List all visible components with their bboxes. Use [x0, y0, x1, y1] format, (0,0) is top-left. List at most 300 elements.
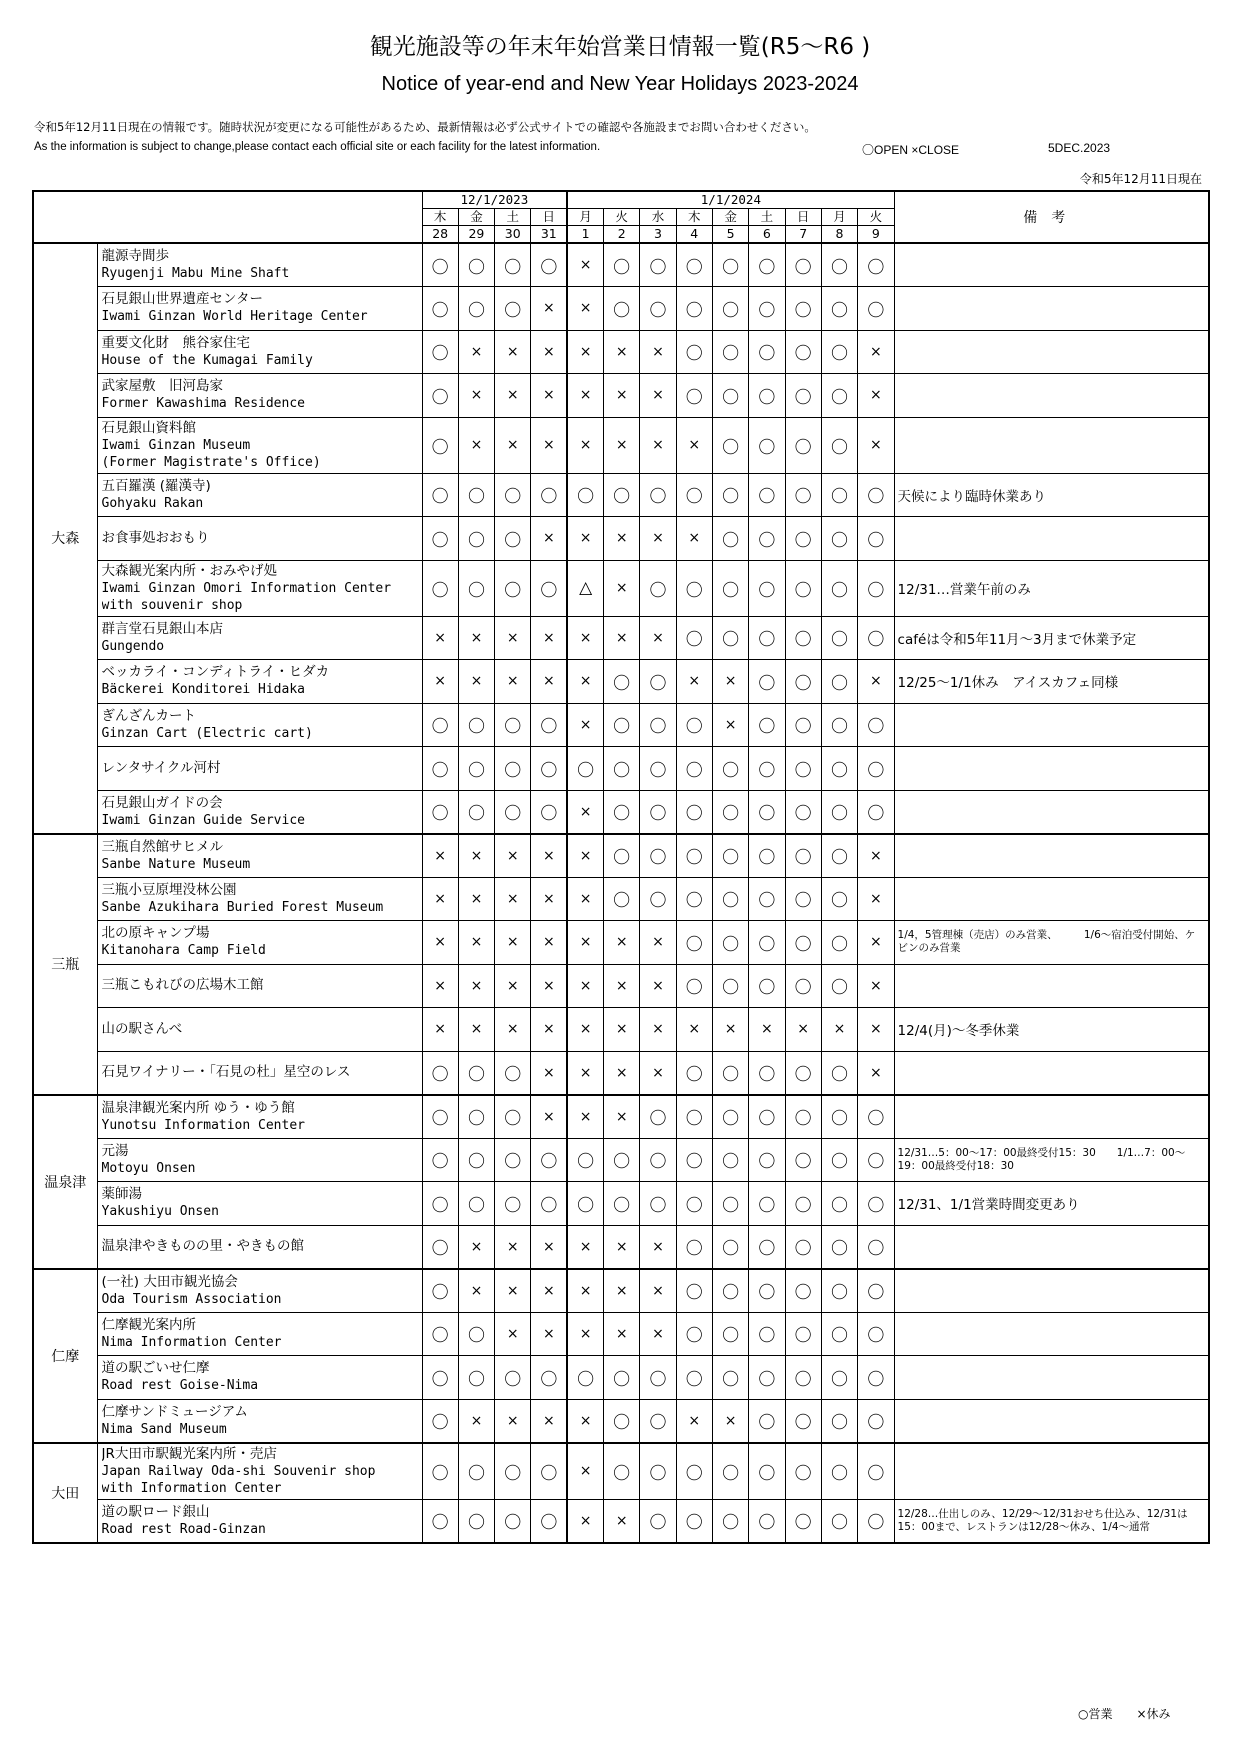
area-cell: 温泉津: [33, 1095, 97, 1269]
status-cell: ×: [604, 1269, 640, 1313]
facility-cell: [97, 1443, 422, 1500]
status-cell: 〇: [676, 964, 712, 1008]
table-row: [33, 1499, 1209, 1543]
facility-name-en: Gohyaku Rakan: [101, 495, 204, 511]
status-cell: 〇: [749, 877, 785, 921]
status-cell: ×: [495, 660, 531, 704]
status-cell: 〇: [458, 747, 494, 791]
status-cell: 〇: [676, 1443, 712, 1500]
status-cell: 〇: [749, 560, 785, 616]
facility-name-en: Ginzan Cart (Electric cart): [101, 725, 313, 741]
status-cell: 〇: [567, 1138, 603, 1182]
status-cell: ×: [531, 1312, 567, 1356]
table-row: [33, 964, 1209, 1008]
status-cell: 〇: [749, 1269, 785, 1313]
status-cell: 〇: [749, 747, 785, 791]
status-cell: 〇: [785, 1356, 821, 1400]
day-cell: 8: [821, 226, 857, 244]
status-cell: 〇: [821, 1269, 857, 1313]
remark-cell: [894, 790, 1209, 834]
status-cell: 〇: [858, 517, 894, 561]
weekday-cell: 水: [640, 209, 676, 226]
facility-cell: [97, 747, 422, 791]
status-cell: 〇: [821, 1138, 857, 1182]
status-cell: 〇: [640, 1399, 676, 1443]
day-cell: 4: [676, 226, 712, 244]
status-cell: ×: [458, 1269, 494, 1313]
status-cell: 〇: [640, 790, 676, 834]
table-row: [33, 1399, 1209, 1443]
status-cell: 〇: [785, 560, 821, 616]
status-cell: ×: [567, 1225, 603, 1269]
facility-name-jp: 道の駅ロード銀山: [101, 1503, 210, 1520]
status-cell: 〇: [749, 1138, 785, 1182]
facility-cell: [97, 834, 422, 878]
facility-name-jp: 重要文化財 熊谷家住宅: [101, 334, 250, 351]
status-cell: 〇: [785, 703, 821, 747]
facility-name-en: Iwami Ginzan Guide Service: [101, 812, 305, 828]
status-cell: ×: [567, 287, 603, 331]
status-cell: ×: [676, 1008, 712, 1052]
status-cell: 〇: [422, 473, 458, 517]
table-row: [33, 243, 1209, 287]
status-cell: 〇: [712, 243, 748, 287]
table-row: [33, 287, 1209, 331]
status-cell: 〇: [604, 1182, 640, 1226]
status-cell: 〇: [785, 1499, 821, 1543]
status-cell: 〇: [567, 1182, 603, 1226]
facility-name-jp: 薬師湯: [101, 1186, 142, 1203]
facility-cell: [97, 330, 422, 374]
status-cell: 〇: [604, 660, 640, 704]
status-cell: 〇: [712, 790, 748, 834]
facility-name-en: Sanbe Nature Museum: [101, 856, 251, 872]
status-cell: 〇: [785, 1312, 821, 1356]
facility-cell: [97, 287, 422, 331]
status-cell: ×: [858, 1008, 894, 1052]
facility-cell: [97, 374, 422, 418]
table-row: [33, 473, 1209, 517]
status-cell: 〇: [495, 747, 531, 791]
table-row: [33, 790, 1209, 834]
table-row: [33, 834, 1209, 878]
weekday-cell: 月: [567, 209, 603, 226]
status-cell: 〇: [422, 1269, 458, 1313]
status-cell: ×: [531, 417, 567, 473]
status-cell: 〇: [495, 1182, 531, 1226]
month-header-jan: 1/1/2024: [567, 191, 894, 209]
status-cell: ×: [531, 1269, 567, 1313]
status-cell: 〇: [531, 1182, 567, 1226]
status-cell: 〇: [785, 921, 821, 965]
status-cell: ×: [531, 616, 567, 660]
status-cell: 〇: [604, 834, 640, 878]
status-cell: ×: [531, 1225, 567, 1269]
facility-name-jp: 北の原キャンプ場: [101, 925, 210, 942]
weekday-cell: 金: [458, 209, 494, 226]
issue-date: 5DEC.2023: [1048, 141, 1111, 155]
status-cell: 〇: [640, 834, 676, 878]
status-cell: 〇: [531, 703, 567, 747]
status-cell: ×: [567, 1051, 603, 1095]
table-row: [33, 1051, 1209, 1095]
status-cell: 〇: [821, 287, 857, 331]
status-cell: 〇: [495, 560, 531, 616]
remark-cell: [894, 1356, 1209, 1400]
facility-cell: [97, 1182, 422, 1226]
facility-name-en: Gungendo: [101, 638, 165, 654]
remark-cell: 12/31、1/1営業時間変更あり: [894, 1182, 1209, 1226]
status-cell: 〇: [821, 1399, 857, 1443]
status-cell: 〇: [712, 517, 748, 561]
status-cell: ×: [567, 877, 603, 921]
status-cell: 〇: [676, 1051, 712, 1095]
status-cell: 〇: [821, 834, 857, 878]
facility-name-jp: ぎんざんカート: [101, 707, 196, 724]
status-cell: 〇: [749, 473, 785, 517]
day-cell: 29: [458, 226, 494, 244]
status-cell: 〇: [676, 921, 712, 965]
status-cell: 〇: [676, 747, 712, 791]
status-cell: ×: [604, 1499, 640, 1543]
status-cell: ×: [458, 834, 494, 878]
status-cell: 〇: [640, 243, 676, 287]
remark-cell: 12/31…5：00〜17：00最終受付15：30 1/1…7：00〜19：00最終受付18：30: [894, 1138, 1209, 1182]
facility-cell: [97, 473, 422, 517]
status-cell: ×: [712, 1399, 748, 1443]
status-cell: 〇: [422, 1051, 458, 1095]
table-row: [33, 374, 1209, 418]
facility-name-jp: 龍源寺間歩: [101, 248, 169, 264]
status-cell: ×: [858, 417, 894, 473]
status-cell: 〇: [821, 1443, 857, 1500]
remark-cell: [894, 834, 1209, 878]
status-cell: 〇: [785, 1138, 821, 1182]
status-cell: 〇: [821, 921, 857, 965]
status-cell: ×: [567, 790, 603, 834]
status-cell: ×: [676, 417, 712, 473]
remark-cell: [894, 747, 1209, 791]
remark-cell: [894, 287, 1209, 331]
status-cell: 〇: [712, 374, 748, 418]
remark-cell: [894, 517, 1209, 561]
status-cell: ×: [858, 834, 894, 878]
status-cell: 〇: [712, 1312, 748, 1356]
status-cell: 〇: [640, 703, 676, 747]
weekday-cell: 日: [531, 209, 567, 226]
status-cell: 〇: [458, 1095, 494, 1139]
status-cell: ×: [640, 1008, 676, 1052]
status-cell: 〇: [858, 1138, 894, 1182]
status-cell: ×: [640, 374, 676, 418]
status-cell: 〇: [785, 747, 821, 791]
status-cell: ×: [531, 660, 567, 704]
table-row: [33, 417, 1209, 473]
status-cell: 〇: [640, 1356, 676, 1400]
status-cell: 〇: [422, 1443, 458, 1500]
status-cell: 〇: [531, 1356, 567, 1400]
status-cell: 〇: [858, 1399, 894, 1443]
facility-name-en: Nima Sand Museum: [101, 1421, 227, 1437]
status-cell: ×: [531, 330, 567, 374]
facility-cell: [97, 1399, 422, 1443]
status-cell: 〇: [821, 560, 857, 616]
facility-name-jp: 温泉津観光案内所 ゆう・ゆう館: [101, 1099, 295, 1116]
facility-name-jp: 元湯: [101, 1142, 129, 1159]
status-cell: ×: [640, 616, 676, 660]
status-cell: 〇: [422, 1182, 458, 1226]
status-cell: 〇: [676, 1356, 712, 1400]
status-cell: ×: [567, 1499, 603, 1543]
weekday-cell: 火: [604, 209, 640, 226]
remark-cell: [894, 1399, 1209, 1443]
status-cell: 〇: [858, 1182, 894, 1226]
status-cell: 〇: [858, 1095, 894, 1139]
status-cell: ×: [458, 374, 494, 418]
weekday-cell: 日: [785, 209, 821, 226]
status-cell: ×: [567, 1443, 603, 1500]
status-cell: 〇: [640, 287, 676, 331]
status-cell: 〇: [858, 243, 894, 287]
facility-cell: [97, 517, 422, 561]
facility-cell: [97, 964, 422, 1008]
remarks-header: 備考: [894, 191, 1209, 243]
status-cell: 〇: [785, 1269, 821, 1313]
facility-cell: [97, 790, 422, 834]
facility-name-jp: 道の駅ごいせ仁摩: [101, 1360, 210, 1377]
status-cell: ×: [531, 834, 567, 878]
status-cell: 〇: [712, 330, 748, 374]
status-cell: 〇: [858, 1443, 894, 1500]
status-cell: 〇: [821, 1051, 857, 1095]
table-row: [33, 921, 1209, 965]
facility-name-en: Iwami Ginzan World Heritage Center: [101, 309, 368, 325]
status-cell: 〇: [604, 1443, 640, 1500]
status-cell: 〇: [495, 790, 531, 834]
status-cell: 〇: [458, 1051, 494, 1095]
status-cell: 〇: [749, 660, 785, 704]
status-cell: 〇: [676, 1095, 712, 1139]
status-cell: ×: [858, 877, 894, 921]
facility-cell: [97, 1051, 422, 1095]
remark-cell: [894, 1095, 1209, 1139]
status-cell: ×: [604, 1312, 640, 1356]
table-row: [33, 560, 1209, 616]
status-cell: ×: [495, 1008, 531, 1052]
status-cell: 〇: [712, 560, 748, 616]
status-cell: ×: [640, 330, 676, 374]
table-row: [33, 1443, 1209, 1500]
status-cell: 〇: [785, 616, 821, 660]
status-cell: ×: [640, 517, 676, 561]
status-cell: 〇: [749, 243, 785, 287]
status-cell: ×: [712, 660, 748, 704]
status-cell: 〇: [640, 1443, 676, 1500]
status-cell: 〇: [785, 1051, 821, 1095]
facility-name-en: Oda Tourism Association: [101, 1291, 282, 1307]
facility-name-jp: 大森観光案内所・おみやげ処: [101, 562, 277, 579]
status-cell: ×: [858, 330, 894, 374]
facility-name-jp: (一社) 大田市観光協会: [101, 1273, 238, 1290]
status-cell: 〇: [858, 1269, 894, 1313]
facility-name-en: Iwami Ginzan Omori Information Center: [101, 580, 392, 596]
status-cell: 〇: [712, 1356, 748, 1400]
status-cell: 〇: [785, 660, 821, 704]
table-row: [33, 877, 1209, 921]
status-cell: 〇: [676, 1269, 712, 1313]
page-title-en: Notice of year-end and New Year Holidays 2023-2024: [381, 73, 859, 95]
status-cell: 〇: [422, 517, 458, 561]
status-cell: 〇: [422, 1225, 458, 1269]
status-cell: ×: [495, 417, 531, 473]
status-cell: ×: [458, 330, 494, 374]
status-cell: 〇: [785, 790, 821, 834]
facility-name-en: Ryugenji Mabu Mine Shaft: [101, 266, 290, 281]
status-cell: 〇: [676, 1138, 712, 1182]
status-cell: 〇: [858, 1312, 894, 1356]
status-cell: 〇: [858, 616, 894, 660]
status-cell: ×: [785, 1008, 821, 1052]
weekday-cell: 土: [749, 209, 785, 226]
facility-name-jp: 仁摩観光案内所: [101, 1316, 196, 1333]
status-cell: 〇: [712, 1225, 748, 1269]
table-row: [33, 616, 1209, 660]
status-cell: 〇: [712, 1443, 748, 1500]
status-cell: ×: [495, 374, 531, 418]
day-cell: 2: [604, 226, 640, 244]
status-cell: 〇: [676, 287, 712, 331]
status-cell: ×: [567, 834, 603, 878]
status-cell: ×: [531, 1008, 567, 1052]
status-cell: 〇: [676, 243, 712, 287]
status-cell: △: [567, 560, 603, 616]
status-cell: 〇: [604, 747, 640, 791]
status-cell: 〇: [749, 330, 785, 374]
day-cell: 1: [567, 226, 603, 244]
status-cell: 〇: [749, 287, 785, 331]
status-cell: 〇: [422, 374, 458, 418]
status-cell: ×: [495, 616, 531, 660]
status-cell: ×: [567, 964, 603, 1008]
status-cell: ×: [422, 616, 458, 660]
facility-name-jp: 仁摩サンドミュージアム: [101, 1403, 248, 1420]
status-cell: 〇: [422, 560, 458, 616]
status-cell: 〇: [604, 703, 640, 747]
facility-cell: [97, 1138, 422, 1182]
table-row: [33, 1225, 1209, 1269]
weekday-cell: 月: [821, 209, 857, 226]
status-cell: ×: [495, 1269, 531, 1313]
facility-name-en: Nima Information Center: [101, 1334, 282, 1350]
status-cell: 〇: [821, 1356, 857, 1400]
day-cell: 5: [712, 226, 748, 244]
facility-name-en: Road rest Road-Ginzan: [101, 1521, 266, 1537]
weekday-cell: 金: [712, 209, 748, 226]
status-cell: 〇: [821, 616, 857, 660]
status-cell: ×: [640, 1051, 676, 1095]
status-cell: ×: [531, 287, 567, 331]
facility-name-en: House of the Kumagai Family: [101, 352, 313, 368]
status-cell: 〇: [495, 517, 531, 561]
facility-cell: [97, 1095, 422, 1139]
facility-name-en-2: with Information Center: [101, 1480, 282, 1496]
status-cell: ×: [604, 1225, 640, 1269]
status-cell: ×: [604, 1095, 640, 1139]
facility-name-jp: 山の駅さんべ: [101, 1020, 183, 1037]
status-cell: ×: [531, 877, 567, 921]
status-cell: 〇: [712, 616, 748, 660]
status-cell: 〇: [712, 1269, 748, 1313]
status-cell: 〇: [422, 703, 458, 747]
status-cell: ×: [458, 417, 494, 473]
status-cell: ×: [749, 1008, 785, 1052]
status-cell: 〇: [640, 747, 676, 791]
status-cell: 〇: [749, 1399, 785, 1443]
status-cell: 〇: [676, 703, 712, 747]
status-cell: ×: [458, 1225, 494, 1269]
remark-cell: 12/28…仕出しのみ、12/29〜12/31おせち仕込み、12/31は15：00まで、レストランは12/28〜休み、1/4〜通常: [894, 1499, 1209, 1543]
day-cell: 30: [495, 226, 531, 244]
status-cell: ×: [604, 964, 640, 1008]
status-cell: 〇: [495, 1499, 531, 1543]
status-cell: 〇: [785, 1399, 821, 1443]
status-cell: 〇: [676, 1182, 712, 1226]
facility-name-jp: 三瓶小豆原埋没林公園: [101, 881, 237, 898]
status-cell: 〇: [712, 1138, 748, 1182]
table-row: [33, 1312, 1209, 1356]
status-cell: ×: [567, 703, 603, 747]
status-cell: 〇: [749, 921, 785, 965]
status-cell: 〇: [495, 1443, 531, 1500]
remark-cell: [894, 1225, 1209, 1269]
facility-name-jp: 温泉津やきものの里・やきもの館: [101, 1238, 304, 1254]
facility-cell: [97, 1269, 422, 1313]
status-cell: 〇: [712, 747, 748, 791]
status-cell: ×: [567, 1095, 603, 1139]
status-cell: ×: [531, 517, 567, 561]
table-row: [33, 703, 1209, 747]
status-cell: 〇: [458, 1499, 494, 1543]
status-cell: 〇: [712, 287, 748, 331]
status-cell: ×: [712, 703, 748, 747]
status-cell: 〇: [495, 287, 531, 331]
status-cell: ×: [640, 1312, 676, 1356]
status-cell: 〇: [676, 1225, 712, 1269]
status-cell: 〇: [821, 473, 857, 517]
status-cell: 〇: [785, 877, 821, 921]
status-cell: 〇: [640, 1499, 676, 1543]
status-cell: 〇: [821, 1225, 857, 1269]
status-cell: 〇: [858, 287, 894, 331]
status-cell: ×: [858, 374, 894, 418]
status-cell: 〇: [749, 616, 785, 660]
status-cell: ×: [458, 1008, 494, 1052]
status-cell: ×: [858, 964, 894, 1008]
status-cell: ×: [567, 243, 603, 287]
remark-cell: [894, 1051, 1209, 1095]
status-cell: 〇: [749, 517, 785, 561]
facility-name-en: Yunotsu Information Center: [101, 1117, 305, 1133]
status-cell: ×: [495, 877, 531, 921]
facility-cell: [97, 1008, 422, 1052]
status-cell: 〇: [821, 964, 857, 1008]
status-cell: ×: [495, 834, 531, 878]
status-cell: 〇: [821, 1499, 857, 1543]
status-cell: ×: [604, 330, 640, 374]
status-cell: 〇: [458, 1356, 494, 1400]
table-row: [33, 1008, 1209, 1052]
status-cell: ×: [458, 660, 494, 704]
